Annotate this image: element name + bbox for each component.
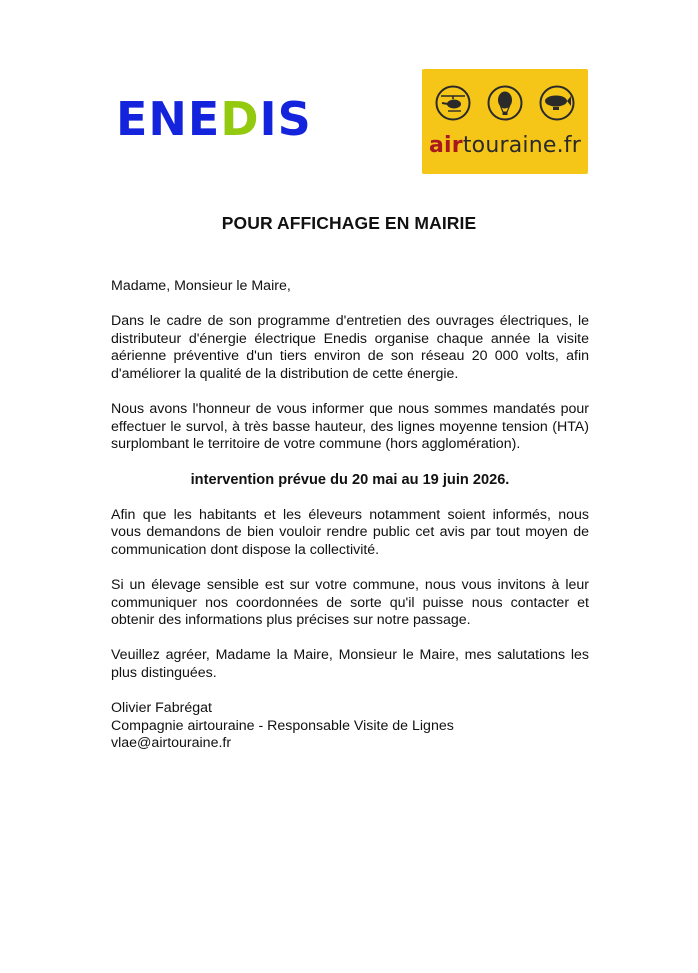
air-icons (434, 85, 576, 121)
hot-air-balloon-icon (489, 87, 522, 120)
signature-email[interactable]: vlae@airtouraine.fr (111, 735, 232, 752)
letter-body (111, 278, 589, 753)
airship-icon (541, 87, 574, 120)
enedis-wordmark: ENEDIS (116, 92, 312, 146)
enedis-logo (116, 92, 312, 146)
greeting: Madame, Monsieur le Maire, (111, 278, 291, 294)
helicopter-icon (437, 87, 470, 120)
airtouraine-logo (422, 69, 588, 174)
paragraph-1: Dans le cadre de son programme d'entretien des ouvrages électriques, le distributeur d'énergie électrique Enedis organise chaque année la visite aérienne préventive d'un tiers environ de son réseau 20 000 volts, afin d'améliorer la qualité de la distribution de cette énergie. (111, 313, 589, 382)
signature-role: Compagnie airtouraine - Responsable Visite de Lignes (111, 717, 454, 734)
airtouraine-wordmark: airtouraine.fr (429, 133, 581, 158)
intervention-dates: intervention prévue du 20 mai au 19 juin 2026. (190, 471, 510, 488)
paragraph-4: Si un élevage sensible est sur votre commune, nous vous invitons à leur communiquer nos coordonnées de sorte qu'il puisse nous contacter et obtenir des informations plus précises sur notre passage. (111, 577, 589, 629)
signature (111, 700, 589, 753)
paragraph-3: Afin que les habitants et les éleveurs notamment soient informés, nous vous demandons de bien vouloir rendre public cet avis par tout moyen de communication dont dispose la collectivité. (111, 506, 589, 558)
paragraph-2: Nous avons l'honneur de vous informer que nous sommes mandatés pour effectuer le survol, à très basse hauteur, des lignes moyenne tension (HTA) surplombant le territoire de votre commune (hors agglomération). (111, 401, 589, 453)
page-title: POUR AFFICHAGE EN MAIRIE (221, 213, 477, 233)
closing: Veuillez agréer, Madame la Maire, Monsieur le Maire, mes salutations les plus distinguées. (111, 647, 589, 682)
signature-name: Olivier Fabrégat (111, 700, 212, 717)
